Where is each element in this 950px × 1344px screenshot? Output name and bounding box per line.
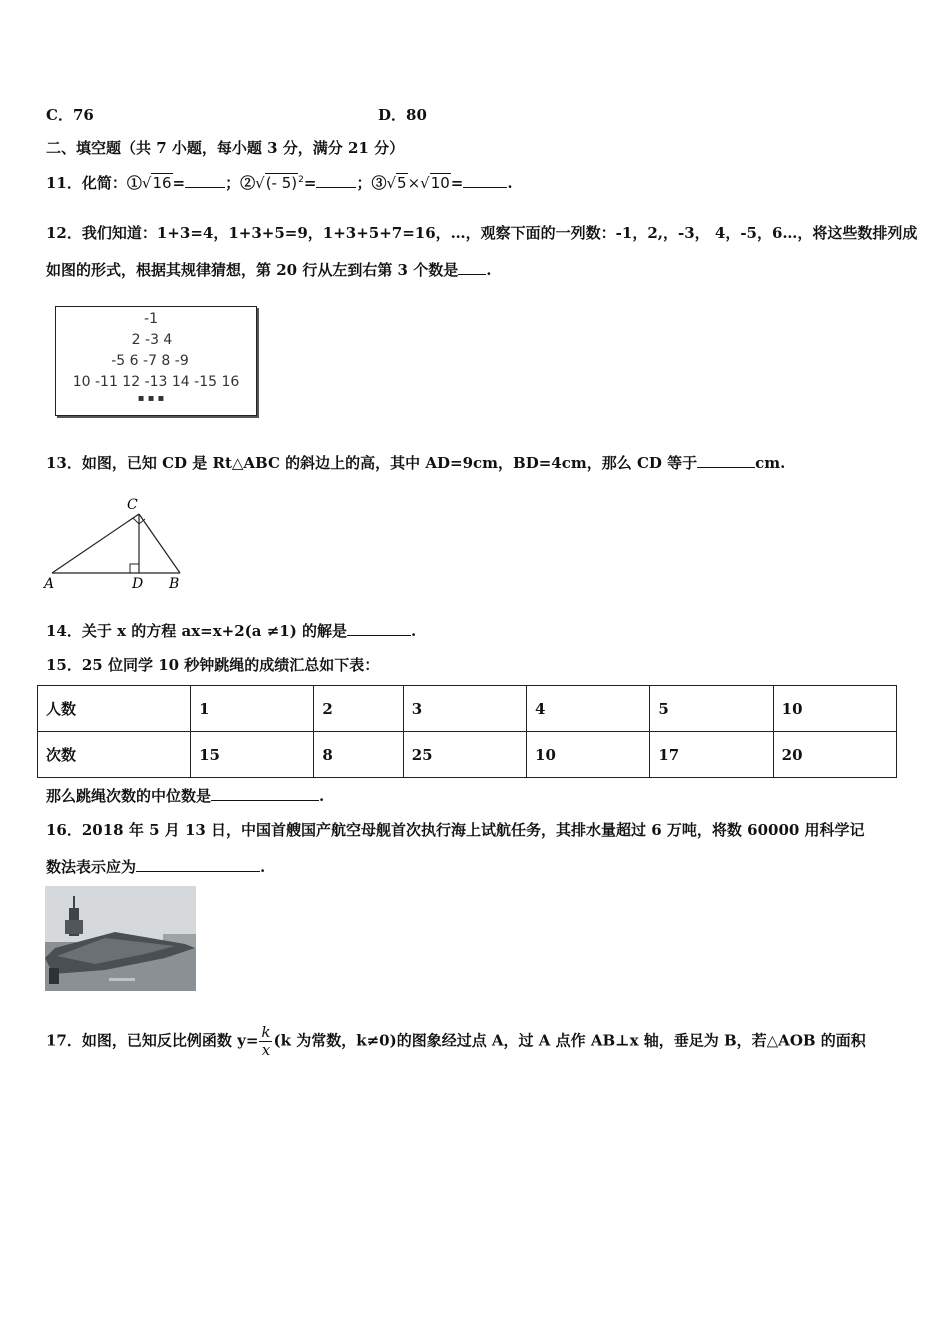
answer-blank-13[interactable] [697, 453, 755, 468]
answer-blank-12[interactable] [458, 260, 486, 275]
section-heading: 二、填空题（共 7 小题，每小题 3 分，满分 21 分） [46, 139, 405, 157]
question-14 [46, 620, 416, 641]
question-12-line1: 12．我们知道：1+3=4，1+3+5=9，1+3+5+7=16，…，观察下面的一列数：-1，2,，-3， 4，-5，6…，将这些数排列成 [46, 224, 918, 242]
q15-after-text: 那么跳绳次数的中位数是 [46, 787, 212, 805]
times-sign: × [407, 174, 421, 192]
question-15-followup [46, 785, 324, 806]
answer-blank-15[interactable] [211, 786, 319, 801]
table-cell: 人数 [38, 686, 191, 732]
pattern-row-3: -5 6 -7 8 -9 [111, 353, 189, 369]
segment-ac [52, 514, 139, 573]
question-16-line2 [46, 856, 265, 877]
q11-prefix: 11．化简：① [46, 174, 142, 192]
q13-unit: cm. [755, 454, 786, 472]
q11-sep1: ；② [225, 174, 256, 192]
sqrt-10: √10 [420, 174, 450, 192]
fraction-numerator: k [261, 1023, 271, 1041]
option-c: C．76 [46, 106, 94, 124]
pattern-row-4: 10 -11 12 -13 14 -15 16 [72, 374, 240, 390]
q17-suffix: (k 为常数，k≠0)的图象经过点 A，过 A 点作 AB⊥x 轴，垂足为 B，若△AOB 的面积 [273, 1031, 866, 1050]
answer-blank-11-1[interactable] [185, 173, 225, 188]
aircraft-carrier-illustration [45, 886, 196, 991]
q16-text: 数法表示应为 [46, 858, 137, 876]
q11-eq2: = [303, 174, 317, 192]
table-cell: 15 [191, 732, 314, 778]
pattern-row-1: -1 [144, 311, 158, 327]
table-cell: 10 [527, 732, 650, 778]
option-d: D．80 [378, 106, 427, 124]
table-cell: 4 [527, 686, 650, 732]
aircraft-carrier-photo [45, 886, 196, 991]
table-cell: 3 [403, 686, 526, 732]
answer-blank-14[interactable] [347, 621, 411, 636]
right-triangle-figure [42, 492, 192, 592]
q16-end: . [260, 858, 266, 876]
q13-text: 13．如图，已知 CD 是 Rt△ABC 的斜边上的高，其中 AD=9cm，BD=4cm，那么 CD 等于 [46, 454, 698, 472]
q12-text: 如图的形式，根据其规律猜想，第 20 行从左到右第 3 个数是 [46, 261, 459, 279]
q12-end: . [486, 261, 492, 279]
table-cell: 次数 [38, 732, 191, 778]
label-b: B [169, 576, 180, 592]
right-angle-mark-d [130, 564, 139, 573]
label-a: A [44, 576, 55, 592]
q14-text: 14．关于 x 的方程 ax=x+2(a ≠1) 的解是 [46, 622, 348, 640]
q11-eq1: = [172, 174, 186, 192]
pattern-ellipsis: ▪ ▪ ▪ [137, 393, 165, 404]
question-16-line1: 16．2018 年 5 月 13 日，中国首艘国产航空母舰首次执行海上试航任务，其排水量超过 6 万吨，将数 60000 用科学记 [46, 821, 865, 839]
pattern-row-2: 2 -3 4 [131, 332, 173, 348]
q11-eq3: = [450, 174, 464, 192]
answer-blank-11-3[interactable] [463, 173, 507, 188]
segment-cb [139, 514, 180, 573]
fraction-k-over-x [259, 1024, 272, 1059]
table-cell: 17 [650, 732, 773, 778]
table-cell: 20 [773, 732, 896, 778]
q17-prefix: 17．如图，已知反比例函数 y= [46, 1031, 259, 1050]
q14-end: . [411, 622, 417, 640]
question-15: 15．25 位同学 10 秒钟跳绳的成绩汇总如下表： [46, 656, 380, 674]
question-17 [46, 1024, 866, 1059]
q11-sep2: ；③ [356, 174, 387, 192]
number-pattern-figure [55, 306, 257, 416]
q15-end: . [319, 787, 325, 805]
answer-blank-11-2[interactable] [316, 173, 356, 188]
question-12-line2 [46, 259, 491, 280]
question-13 [46, 452, 785, 473]
table-cell: 5 [650, 686, 773, 732]
table-cell: 2 [314, 686, 403, 732]
sqrt-16: √16 [141, 174, 172, 192]
table-cell: 25 [403, 732, 526, 778]
question-11 [46, 172, 513, 193]
fraction-denominator: x [261, 1041, 271, 1059]
table-row [38, 686, 897, 732]
sqrt-5: √5 [386, 174, 407, 192]
table-cell: 8 [314, 732, 403, 778]
label-d: D [132, 576, 144, 592]
score-table [37, 685, 897, 778]
table-row [38, 732, 897, 778]
table-cell: 1 [191, 686, 314, 732]
sqrt-neg5-squared: √(- 5)$^2$ [255, 174, 304, 192]
q11-end: . [507, 174, 513, 192]
table-cell: 10 [773, 686, 896, 732]
label-c: C [127, 497, 138, 513]
answer-blank-16[interactable] [136, 857, 260, 872]
